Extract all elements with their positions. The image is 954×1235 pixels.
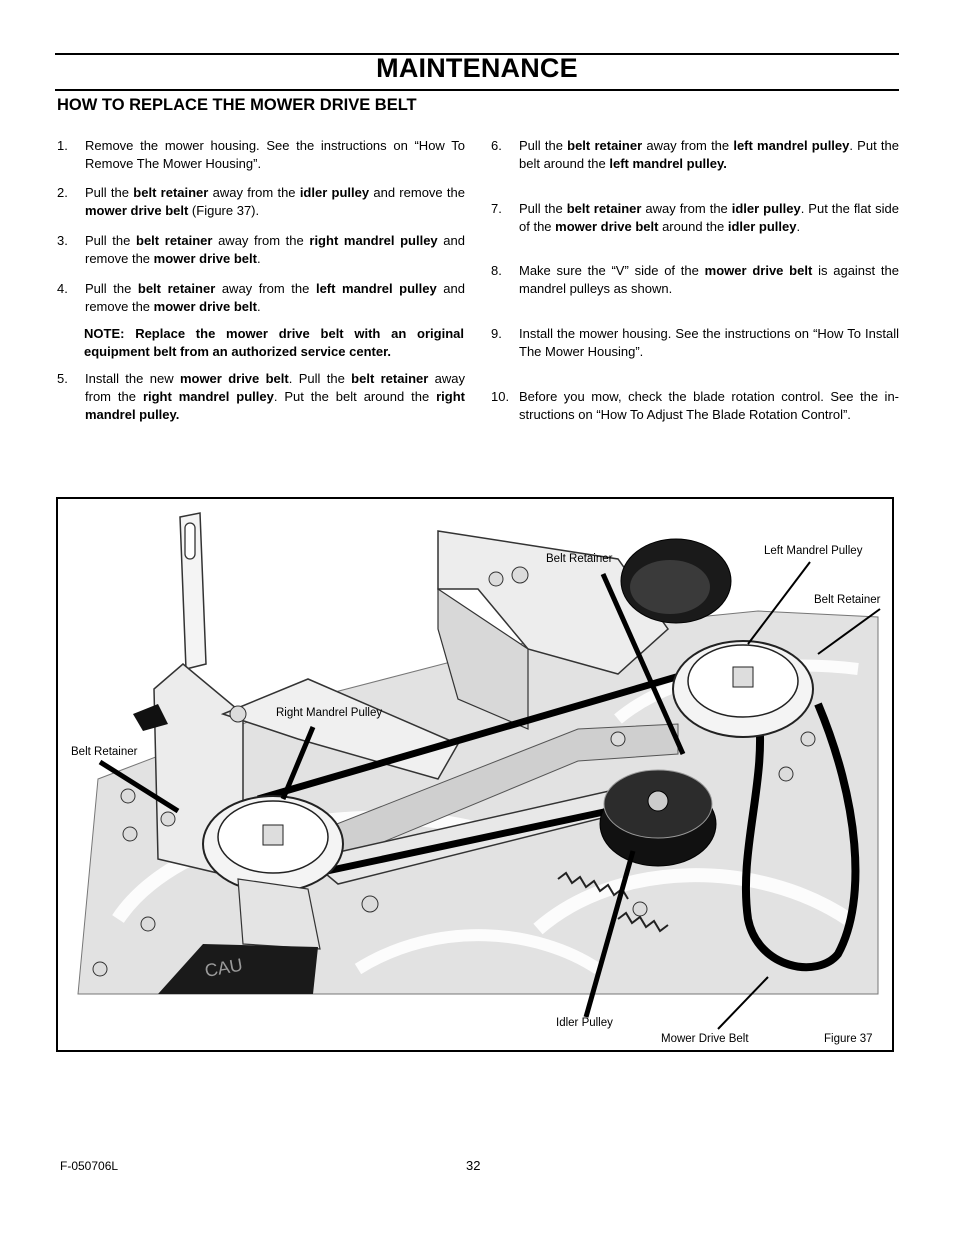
text-run: Remove the mower housing. See the instructions on “How To Remove The Mower Housing”.	[85, 138, 465, 171]
bolt	[362, 896, 378, 912]
bolt	[121, 789, 135, 803]
text-run: .	[796, 219, 801, 234]
bold-term: belt retainer	[567, 138, 643, 153]
bracket-slot	[185, 523, 195, 559]
bold-term: mower drive belt	[153, 251, 257, 266]
bold-term: belt retainer	[136, 233, 213, 248]
bold-term: belt retainer	[351, 371, 429, 386]
text-run: away from the	[85, 371, 466, 404]
step-number: 9.	[491, 326, 502, 341]
bolt	[611, 732, 625, 746]
text-run: is against the mandrel pulleys as shown.	[519, 263, 899, 296]
text-run: around the	[658, 219, 728, 234]
text-run: and remove the	[85, 281, 465, 314]
right-mandrel-nut	[263, 825, 283, 845]
text-run: and remove the	[85, 233, 465, 266]
text-run: Before you mow, check the blade rotation control. See the in-structions on “How To Adjust The Blade Rotation Control”.	[519, 389, 899, 422]
text-run: .	[256, 299, 261, 314]
label-belt-retainer-top: Belt Retainer	[546, 553, 613, 565]
bold-term: right mandrel pulley.	[85, 389, 465, 422]
text-run: Pull the	[85, 281, 138, 296]
step-number: 4.	[57, 281, 68, 296]
right-mandrel-housing	[238, 879, 320, 949]
step-text	[519, 200, 899, 236]
bold-term: idler pulley	[299, 185, 370, 200]
step-number: 3.	[57, 233, 68, 248]
text-run: Pull the	[85, 233, 137, 248]
text-run: Pull the	[85, 185, 134, 200]
bolt	[489, 572, 503, 586]
step-number: 10.	[491, 389, 510, 404]
document-code: F-050706L	[60, 1159, 119, 1173]
bolt	[93, 962, 107, 976]
text-run: . Put the belt around the	[519, 138, 899, 171]
gauge-wheel-hub	[630, 560, 710, 614]
bold-term: right mandrel pulley	[309, 233, 438, 248]
step-number: 5.	[57, 371, 68, 386]
step-number: 8.	[491, 263, 502, 278]
bold-term: mower drive belt	[153, 299, 257, 314]
figure-caption: Figure 37	[824, 1033, 873, 1045]
step-text	[85, 232, 465, 268]
bold-term: idler pulley	[727, 219, 797, 234]
text-run: . Put the belt around the	[273, 389, 437, 404]
page-number: 32	[466, 1158, 481, 1173]
bold-term: belt retainer	[566, 201, 642, 216]
text-run: away from the	[642, 138, 734, 153]
bold-term: mower drive belt	[179, 371, 289, 386]
text-run: away from the	[641, 201, 732, 216]
text-run: (Figure 37).	[188, 203, 260, 218]
step-text	[519, 262, 899, 298]
step-text	[519, 388, 899, 424]
bold-term: belt retainer	[137, 281, 216, 296]
step-text	[85, 137, 465, 173]
text-run: away from the	[215, 281, 316, 296]
text-run: Pull the	[519, 201, 567, 216]
bolt	[230, 706, 246, 722]
text-run: and remove the	[369, 185, 465, 200]
idler-pulley-center	[648, 791, 668, 811]
text-run: Install the new	[85, 371, 180, 386]
label-left-mandrel-pulley: Left Mandrel Pulley	[764, 545, 863, 557]
bolt	[801, 732, 815, 746]
figure-37	[56, 497, 894, 1052]
bolt	[123, 827, 137, 841]
bold-term: idler pulley	[731, 201, 801, 216]
caution-decal-text: CAU	[203, 954, 245, 981]
label-belt-retainer-right: Belt Retainer	[814, 594, 881, 606]
text-run: Pull the	[519, 138, 568, 153]
bold-term: mower drive belt	[555, 219, 659, 234]
bold-term: belt retainer	[133, 185, 209, 200]
step-number: 6.	[491, 138, 502, 153]
label-mower-drive-belt: Mower Drive Belt	[661, 1033, 749, 1045]
step-number: 1.	[57, 138, 68, 153]
bold-term: mower drive belt	[704, 263, 813, 278]
text-run: Install the mower housing. See the instructions on “How To Install The Mower Housing”.	[519, 326, 899, 359]
text-run: away from the	[208, 185, 300, 200]
label-idler-pulley: Idler Pulley	[556, 1017, 613, 1029]
step-text	[85, 280, 465, 316]
text-run: away from the	[212, 233, 310, 248]
bold-term: left mandrel pulley	[733, 138, 850, 153]
note-text: NOTE: Replace the mower drive belt with an original equipment belt from an authorized service center.	[84, 326, 464, 359]
step-number: 7.	[491, 201, 502, 216]
bolt	[161, 812, 175, 826]
page-title: MAINTENANCE	[376, 53, 578, 83]
label-right-mandrel-pulley: Right Mandrel Pulley	[276, 707, 383, 719]
text-run: .	[256, 251, 261, 266]
step-text	[85, 370, 465, 424]
step-text	[519, 137, 899, 173]
bold-term: mower drive belt	[85, 203, 189, 218]
text-run: . Pull the	[288, 371, 352, 386]
bold-term: left mandrel pulley.	[609, 156, 727, 171]
bolt	[512, 567, 528, 583]
bolt	[779, 767, 793, 781]
title-rule	[55, 89, 899, 91]
step-text	[519, 325, 899, 361]
text-run: Make sure the “V” side of the	[519, 263, 705, 278]
step-text	[85, 184, 465, 220]
bolt	[633, 902, 647, 916]
mower-deck-illustration	[58, 499, 892, 1050]
bold-term: left mandrel pulley	[315, 281, 437, 296]
step-number: 2.	[57, 185, 68, 200]
bolt	[141, 917, 155, 931]
label-belt-retainer-left: Belt Retainer	[71, 746, 138, 758]
section-heading: HOW TO REPLACE THE MOWER DRIVE BELT	[57, 96, 417, 114]
bold-term: right mandrel pulley	[142, 389, 274, 404]
left-mandrel-nut	[733, 667, 753, 687]
text-run: . Put the flat side of the	[519, 201, 899, 234]
